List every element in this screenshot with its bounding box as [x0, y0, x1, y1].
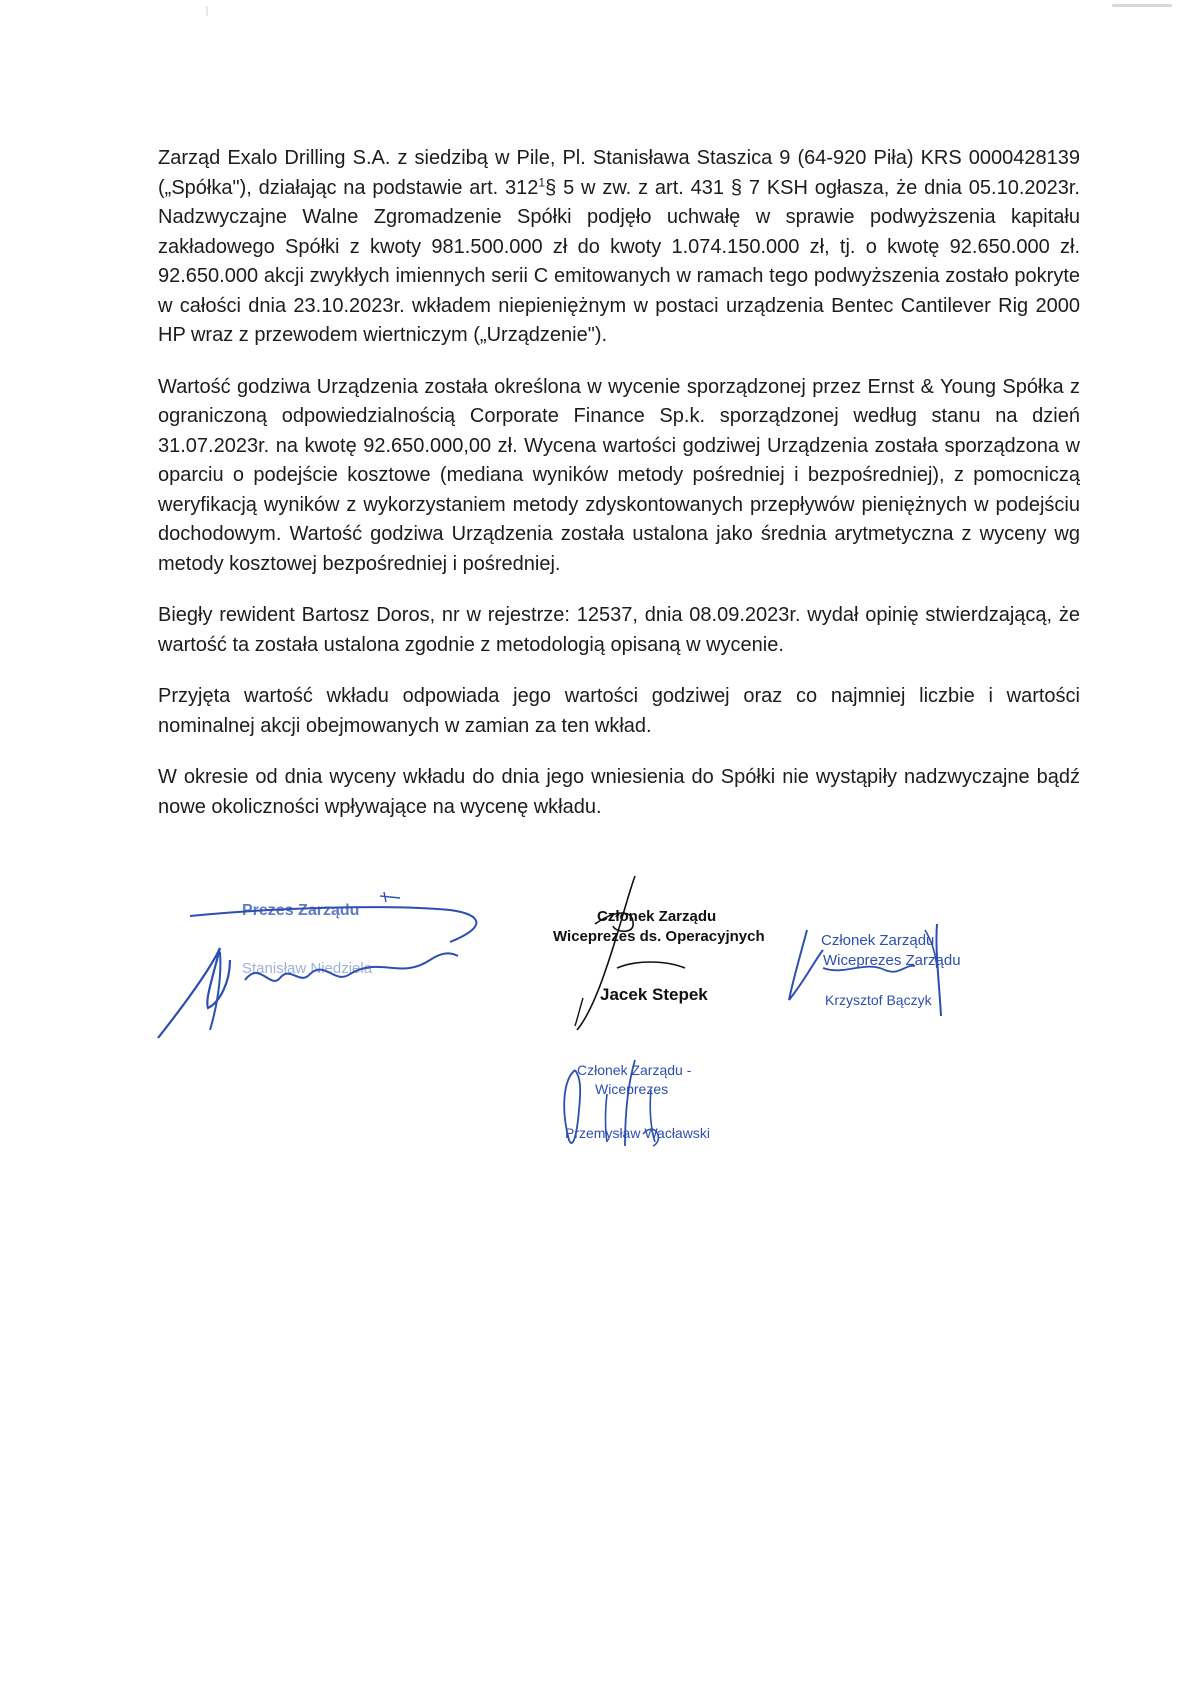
paragraph-contribution-value: Przyjęta wartość wkładu odpowiada jego wartości godziwej oraz co najmniej liczbie i wartości nominalnej akcji obejmowanych w zamian za ten wkład. — [158, 685, 1080, 737]
handwritten-signature — [545, 1050, 725, 1160]
stamp-name: Przemysław Wacławski — [565, 1125, 710, 1141]
signature-ops-vp — [535, 868, 775, 1038]
stamp-title: Członek Zarządu - — [577, 1062, 692, 1078]
paragraph-text: Zarząd Exalo Drilling S.A. z siedzibą w Pile, Pl. Stanisława Staszica 9 (64-920 Piła) KRS 0000428139 („Spółka"), działając na podstawie art. 312 — [158, 147, 1080, 199]
signature-vp-baczyk — [785, 920, 965, 1030]
stamp-title: Prezes Zarządu — [242, 902, 360, 919]
stamp-name: Krzysztof Bączyk — [825, 992, 932, 1008]
stamp-title: Wiceprezes — [595, 1081, 669, 1097]
handwritten-signature — [785, 920, 965, 1030]
paragraph-no-circumstances: W okresie od dnia wyceny wkładu do dnia jego wniesienia do Spółki nie wystąpiły nadzwyczajne bądź nowe okoliczności wpływające na wycenę wkładu. — [158, 766, 1080, 818]
scan-artifact — [1112, 4, 1172, 7]
paragraph-text: § 5 w zw. z art. 431 § 7 KSH ogłasza, że dnia 05.10.2023r. Nadzwyczajne Walne Zgromadzenie Spółki podjęło uchwałę w sprawie podwyższenia kapitału zakładowego Spółki z kwoty 981.500.000 zł do kwoty 1.074.150.000 zł, tj. o kwotę 92.650.000 zł. 92.650.000 akcji zwykłych imiennych serii C emitowanych w ramach tego podwyższenia zostało pokryte w całości dnia 23.10.2023r. wkładem niepieniężnym w postaci urządzenia Bentec Cantilever Rig 2000 HP wraz z przewodem wiertniczym („Urządzenie"). — [158, 176, 1080, 346]
paragraph-auditor: Biegły rewident Bartosz Doros, nr w rejestrze: 12537, dnia 08.09.2023r. wydał opinię stwierdzającą, że wartość ta została ustalona zgodnie z metodologią opisaną w wycenie. — [158, 604, 1080, 656]
stamp-name: Jacek Stepek — [600, 985, 708, 1004]
paragraph-valuation: Wartość godziwa Urządzenia została określona w wycenie sporządzonej przez Ernst & Young Spółka z ograniczoną odpowiedzialnością Corporate Finance Sp.k. sporządzonej według stanu na dzień 31.07.2023r. na kwotę 92.650.000,00 zł. Wycena wartości godziwej Urządzenia została sporządzona w oparciu o podejście kosztowe (mediana wyników metody pośredniej i bezpośredniej), z pomocniczą weryfikacją wyników z wykorzystaniem metody zdyskontowanych przepływów pieniężnych w podejściu dochodowym. Wartość godziwa Urządzenia została ustalona jako średnia arytmetyczna z wyceny wg metody kosztowej bezpośredniej i pośredniej. — [158, 375, 1080, 575]
stamp-name: Stanisław Niedziela — [242, 960, 373, 977]
signature-vp-waclawski — [545, 1050, 725, 1160]
superscript: 1 — [538, 174, 546, 189]
paragraph-capital-increase — [158, 144, 1080, 351]
stamp-title: Wiceprezes ds. Operacyjnych — [553, 928, 765, 945]
handwritten-signature — [150, 890, 510, 1040]
stamp-title: Członek Zarządu — [821, 932, 935, 949]
handwritten-signature — [535, 868, 775, 1038]
scan-artifact — [206, 6, 208, 16]
stamp-title: Członek Zarządu — [597, 908, 717, 925]
signature-president — [150, 890, 510, 1040]
stamp-title: Wiceprezes Zarządu — [823, 952, 961, 969]
announcement-body — [158, 144, 1080, 844]
